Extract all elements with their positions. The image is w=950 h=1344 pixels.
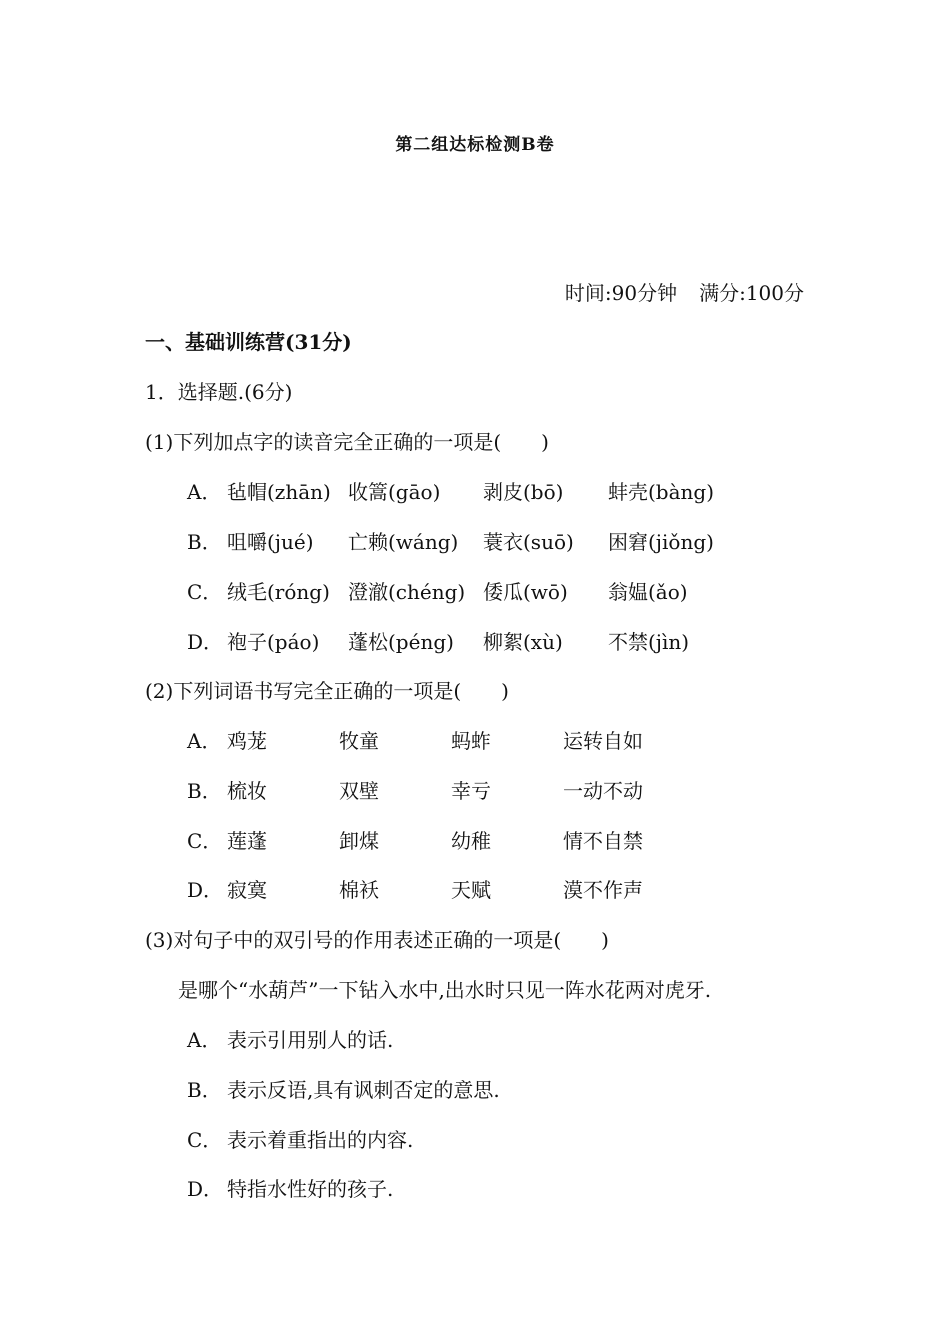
sub2-option-b bbox=[187, 775, 643, 804]
exam-time: 时间:90分钟 bbox=[564, 281, 678, 305]
option-label: B． bbox=[187, 1078, 222, 1102]
option-item: 蓑衣(suō) bbox=[483, 530, 574, 554]
sub2-option-d bbox=[187, 874, 643, 903]
option-item: 毡帽(zhān) bbox=[227, 480, 331, 504]
sub3-option-d bbox=[187, 1173, 393, 1202]
option-item: 咀嚼(jué) bbox=[227, 530, 314, 554]
option-label: B． bbox=[187, 779, 222, 803]
option-label: D． bbox=[187, 878, 224, 902]
option-item: 澄澈(chéng) bbox=[348, 580, 466, 604]
question-1-title: 1．选择题.(6分) bbox=[145, 380, 293, 404]
option-item: 莲蓬 bbox=[227, 829, 267, 853]
option-item: 幸亏 bbox=[451, 779, 491, 803]
subquestion-3-stem: (3)对句子中的双引号的作用表述正确的一项是( ) bbox=[145, 928, 609, 952]
quoted-sentence: 是哪个“水葫芦”一下钻入水中,出水时只见一阵水花两对虎牙. bbox=[178, 978, 712, 1002]
page-title: 第二组达标检测B卷 bbox=[395, 135, 555, 155]
option-item: 一动不动 bbox=[563, 779, 643, 803]
option-text: 表示反语,具有讽刺否定的意思. bbox=[227, 1078, 500, 1102]
option-item: 困窘(jiǒng) bbox=[608, 530, 714, 554]
option-item: 双壁 bbox=[339, 779, 379, 803]
option-item: 幼稚 bbox=[451, 829, 491, 853]
option-item: 寂寞 bbox=[227, 878, 267, 902]
option-label: A． bbox=[187, 729, 222, 753]
option-label: B． bbox=[187, 530, 222, 554]
option-text: 表示着重指出的内容. bbox=[227, 1128, 414, 1152]
sub1-option-d bbox=[187, 626, 738, 655]
section-heading: 一、基础训练营(31分) bbox=[145, 330, 352, 354]
exam-meta bbox=[565, 277, 804, 306]
sub3-option-a bbox=[187, 1024, 393, 1053]
option-item: 梳妆 bbox=[227, 779, 267, 803]
option-item: 运转自如 bbox=[563, 729, 643, 753]
option-item: 亡赖(wáng) bbox=[348, 530, 459, 554]
option-label: C． bbox=[187, 829, 223, 853]
option-item: 倭瓜(wō) bbox=[483, 580, 568, 604]
exam-score: 满分:100分 bbox=[699, 281, 804, 305]
sub3-option-b bbox=[187, 1074, 500, 1103]
option-item: 棉袄 bbox=[339, 878, 379, 902]
option-item: 柳絮(xù) bbox=[483, 630, 563, 654]
sub2-option-a bbox=[187, 725, 643, 754]
option-item: 情不自禁 bbox=[563, 829, 643, 853]
option-label: D． bbox=[187, 1177, 224, 1201]
option-item: 袍子(páo) bbox=[227, 630, 320, 654]
option-item: 蚂蚱 bbox=[451, 729, 491, 753]
sub1-option-a bbox=[187, 476, 738, 505]
sub3-option-c bbox=[187, 1124, 413, 1153]
option-label: D． bbox=[187, 630, 224, 654]
option-item: 蚌壳(bàng) bbox=[608, 480, 715, 504]
option-item: 天赋 bbox=[451, 878, 491, 902]
sub2-option-c bbox=[187, 825, 643, 854]
subquestion-2-stem: (2)下列词语书写完全正确的一项是( ) bbox=[145, 679, 509, 703]
option-label: A． bbox=[187, 1028, 222, 1052]
option-text: 特指水性好的孩子. bbox=[227, 1177, 394, 1201]
option-item: 鸡茏 bbox=[227, 729, 267, 753]
option-item: 卸煤 bbox=[339, 829, 379, 853]
sub1-option-b bbox=[187, 526, 738, 555]
option-item: 蓬松(péng) bbox=[348, 630, 454, 654]
option-item: 收篙(gāo) bbox=[348, 480, 441, 504]
option-item: 漠不作声 bbox=[563, 878, 643, 902]
option-text: 表示引用别人的话. bbox=[227, 1028, 394, 1052]
option-item: 牧童 bbox=[339, 729, 379, 753]
option-item: 翁媪(ǎo) bbox=[608, 580, 688, 604]
subquestion-1-stem: (1)下列加点字的读音完全正确的一项是( ) bbox=[145, 430, 549, 454]
option-item: 不禁(jìn) bbox=[608, 630, 690, 654]
sub1-option-c bbox=[187, 576, 738, 605]
option-label: C． bbox=[187, 1128, 223, 1152]
option-label: A． bbox=[187, 480, 222, 504]
option-label: C． bbox=[187, 580, 223, 604]
option-item: 绒毛(róng) bbox=[227, 580, 330, 604]
option-item: 剥皮(bō) bbox=[483, 480, 564, 504]
